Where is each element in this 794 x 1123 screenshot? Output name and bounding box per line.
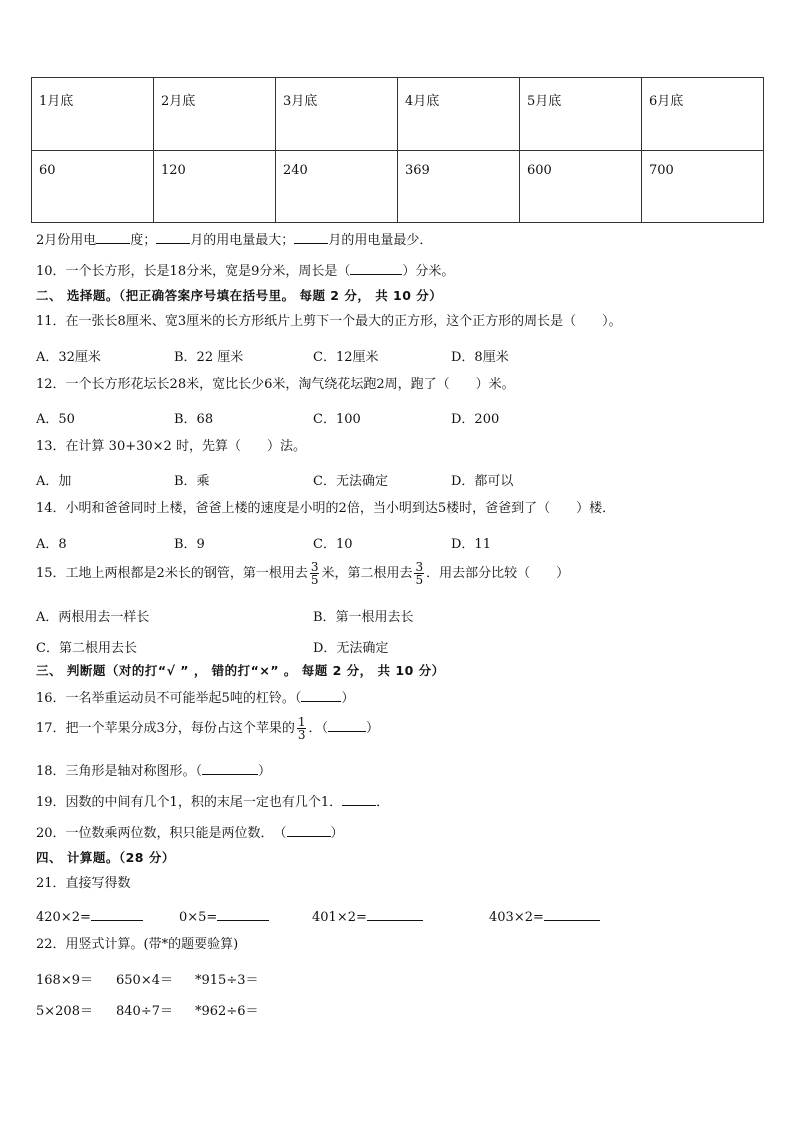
fraction-one-third: $\frac{1}{3}$: [297, 715, 306, 742]
answer-blank[interactable]: [156, 231, 190, 244]
question-15-option-c[interactable]: C．第二根用去长: [36, 641, 137, 656]
fraction-three-fifths: $\frac{3}{5}$: [310, 560, 319, 587]
answer-blank[interactable]: [328, 719, 366, 732]
question-15: 15．工地上两根都是2米长的钢管，第一根用去 $\frac{3}{5}$ 米，第二根用去 $\frac{3}{5}$ ．用去部分比较（ ）: [36, 560, 570, 587]
table-value-row: [32, 151, 764, 223]
mental-math-item: 401×2=: [312, 908, 423, 925]
question-11-option-c[interactable]: C．12厘米: [313, 350, 379, 365]
table-value-cell: 369: [398, 151, 520, 223]
answer-blank[interactable]: [301, 689, 341, 702]
section-2-heading: 二、 选择题。（把正确答案序号填在括号里。 每题 2 分， 共 10 分）: [36, 288, 443, 303]
question-12-option-b[interactable]: B．68: [174, 412, 214, 427]
question-13-option-d[interactable]: D．都可以: [451, 474, 514, 489]
question-14-option-b[interactable]: B．9: [174, 537, 205, 552]
question-11-option-b[interactable]: B．22 厘米: [174, 350, 244, 365]
question-18: 18．三角形是轴对称图形。（ ）: [36, 764, 272, 779]
question-13-option-b[interactable]: B．乘: [174, 474, 210, 489]
answer-blank[interactable]: [217, 908, 269, 921]
section-3-heading: 三、 判断题（对的打“√ ” ， 错的打“×” 。 每题 2 分， 共 10 分）: [36, 663, 445, 678]
question-12-option-a[interactable]: A．50: [36, 412, 75, 427]
table-value-cell: 240: [276, 151, 398, 223]
question-15-option-d[interactable]: D．无法确定: [313, 641, 389, 656]
fraction-three-fifths: $\frac{3}{5}$: [415, 560, 424, 587]
question-9-fill-line: 2月份用电 度； 月的用电量最大； 月的用电量最少．: [36, 233, 433, 248]
table-value-cell: 700: [642, 151, 764, 223]
question-11-option-d[interactable]: D．8厘米: [451, 350, 509, 365]
vertical-calc-item: *915÷3＝: [195, 973, 259, 988]
question-15-option-b[interactable]: B．第一根用去长: [313, 610, 414, 625]
table-header-row: [32, 78, 764, 151]
question-12: 12．一个长方形花坛长28米，宽比长少6米，淘气绕花坛跑2周，跑了（ ）米。: [36, 377, 515, 392]
mental-math-item: 420×2=: [36, 908, 143, 925]
question-12-option-d[interactable]: D．200: [451, 412, 500, 427]
question-20: 20．一位数乘两位数，积只能是两位数． （ ）: [36, 826, 344, 841]
question-13-option-a[interactable]: A．加: [36, 474, 72, 489]
question-21-title: 21．直接写得数: [36, 876, 131, 891]
table-header-cell: 1月底: [32, 78, 154, 151]
question-14: 14．小明和爸爸同时上楼，爸爸上楼的速度是小明的2倍，当小明到达5楼时，爸爸到了（ ）楼．: [36, 501, 616, 516]
question-11: 11．在一张长8厘米、宽3厘米的长方形纸片上剪下一个最大的正方形，这个正方形的周长是（ ）。: [36, 314, 622, 329]
question-10: 10．一个长方形，长是18分米，宽是9分米，周长是（ ）分米。: [36, 264, 455, 279]
answer-blank[interactable]: [202, 762, 258, 775]
answer-blank[interactable]: [294, 231, 328, 244]
question-14-option-d[interactable]: D．11: [451, 537, 491, 552]
question-16: 16．一名举重运动员不可能举起5吨的杠铃。（ ）: [36, 691, 355, 706]
question-15-option-a[interactable]: A．两根用去一样长: [36, 610, 150, 625]
question-13-option-c[interactable]: C．无法确定: [313, 474, 388, 489]
mental-math-item: 0×5=: [179, 908, 269, 925]
question-14-option-a[interactable]: A．8: [36, 537, 67, 552]
table-header-cell: 6月底: [642, 78, 764, 151]
question-14-option-c[interactable]: C．10: [313, 537, 353, 552]
question-22-title: 22．用竖式计算。(带*的题要验算): [36, 937, 239, 952]
answer-blank[interactable]: [287, 824, 331, 837]
answer-blank[interactable]: [91, 908, 143, 921]
answer-blank[interactable]: [350, 262, 402, 275]
table-value-cell: 120: [154, 151, 276, 223]
question-11-option-a[interactable]: A．32厘米: [36, 350, 101, 365]
mental-math-item: 403×2=: [489, 908, 600, 925]
answer-blank[interactable]: [342, 793, 376, 806]
question-17: 17．把一个苹果分成3分，每份占这个苹果的 $\frac{1}{3}$ ．（ ）: [36, 715, 379, 742]
question-12-option-c[interactable]: C．100: [313, 412, 361, 427]
table-header-cell: 4月底: [398, 78, 520, 151]
vertical-calc-item: 5×208＝: [36, 1004, 93, 1019]
vertical-calc-item: 168×9＝: [36, 973, 93, 988]
vertical-calc-item: 650×4＝: [116, 973, 173, 988]
vertical-calc-item: *962÷6＝: [195, 1004, 259, 1019]
table-value-cell: 600: [520, 151, 642, 223]
question-13: 13．在计算 30+30×2 时，先算（ ）法。: [36, 439, 306, 454]
answer-blank[interactable]: [544, 908, 600, 921]
answer-blank[interactable]: [96, 231, 130, 244]
table-header-cell: 2月底: [154, 78, 276, 151]
table-value-cell: 60: [32, 151, 154, 223]
answer-blank[interactable]: [367, 908, 423, 921]
electricity-usage-table: [31, 77, 764, 223]
question-19: 19．因数的中间有几个1，积的末尾一定也有几个1． ．: [36, 795, 390, 810]
table-header-cell: 3月底: [276, 78, 398, 151]
table-header-cell: 5月底: [520, 78, 642, 151]
section-4-heading: 四、 计算题。（28 分）: [36, 850, 175, 865]
vertical-calc-item: 840÷7＝: [116, 1004, 173, 1019]
